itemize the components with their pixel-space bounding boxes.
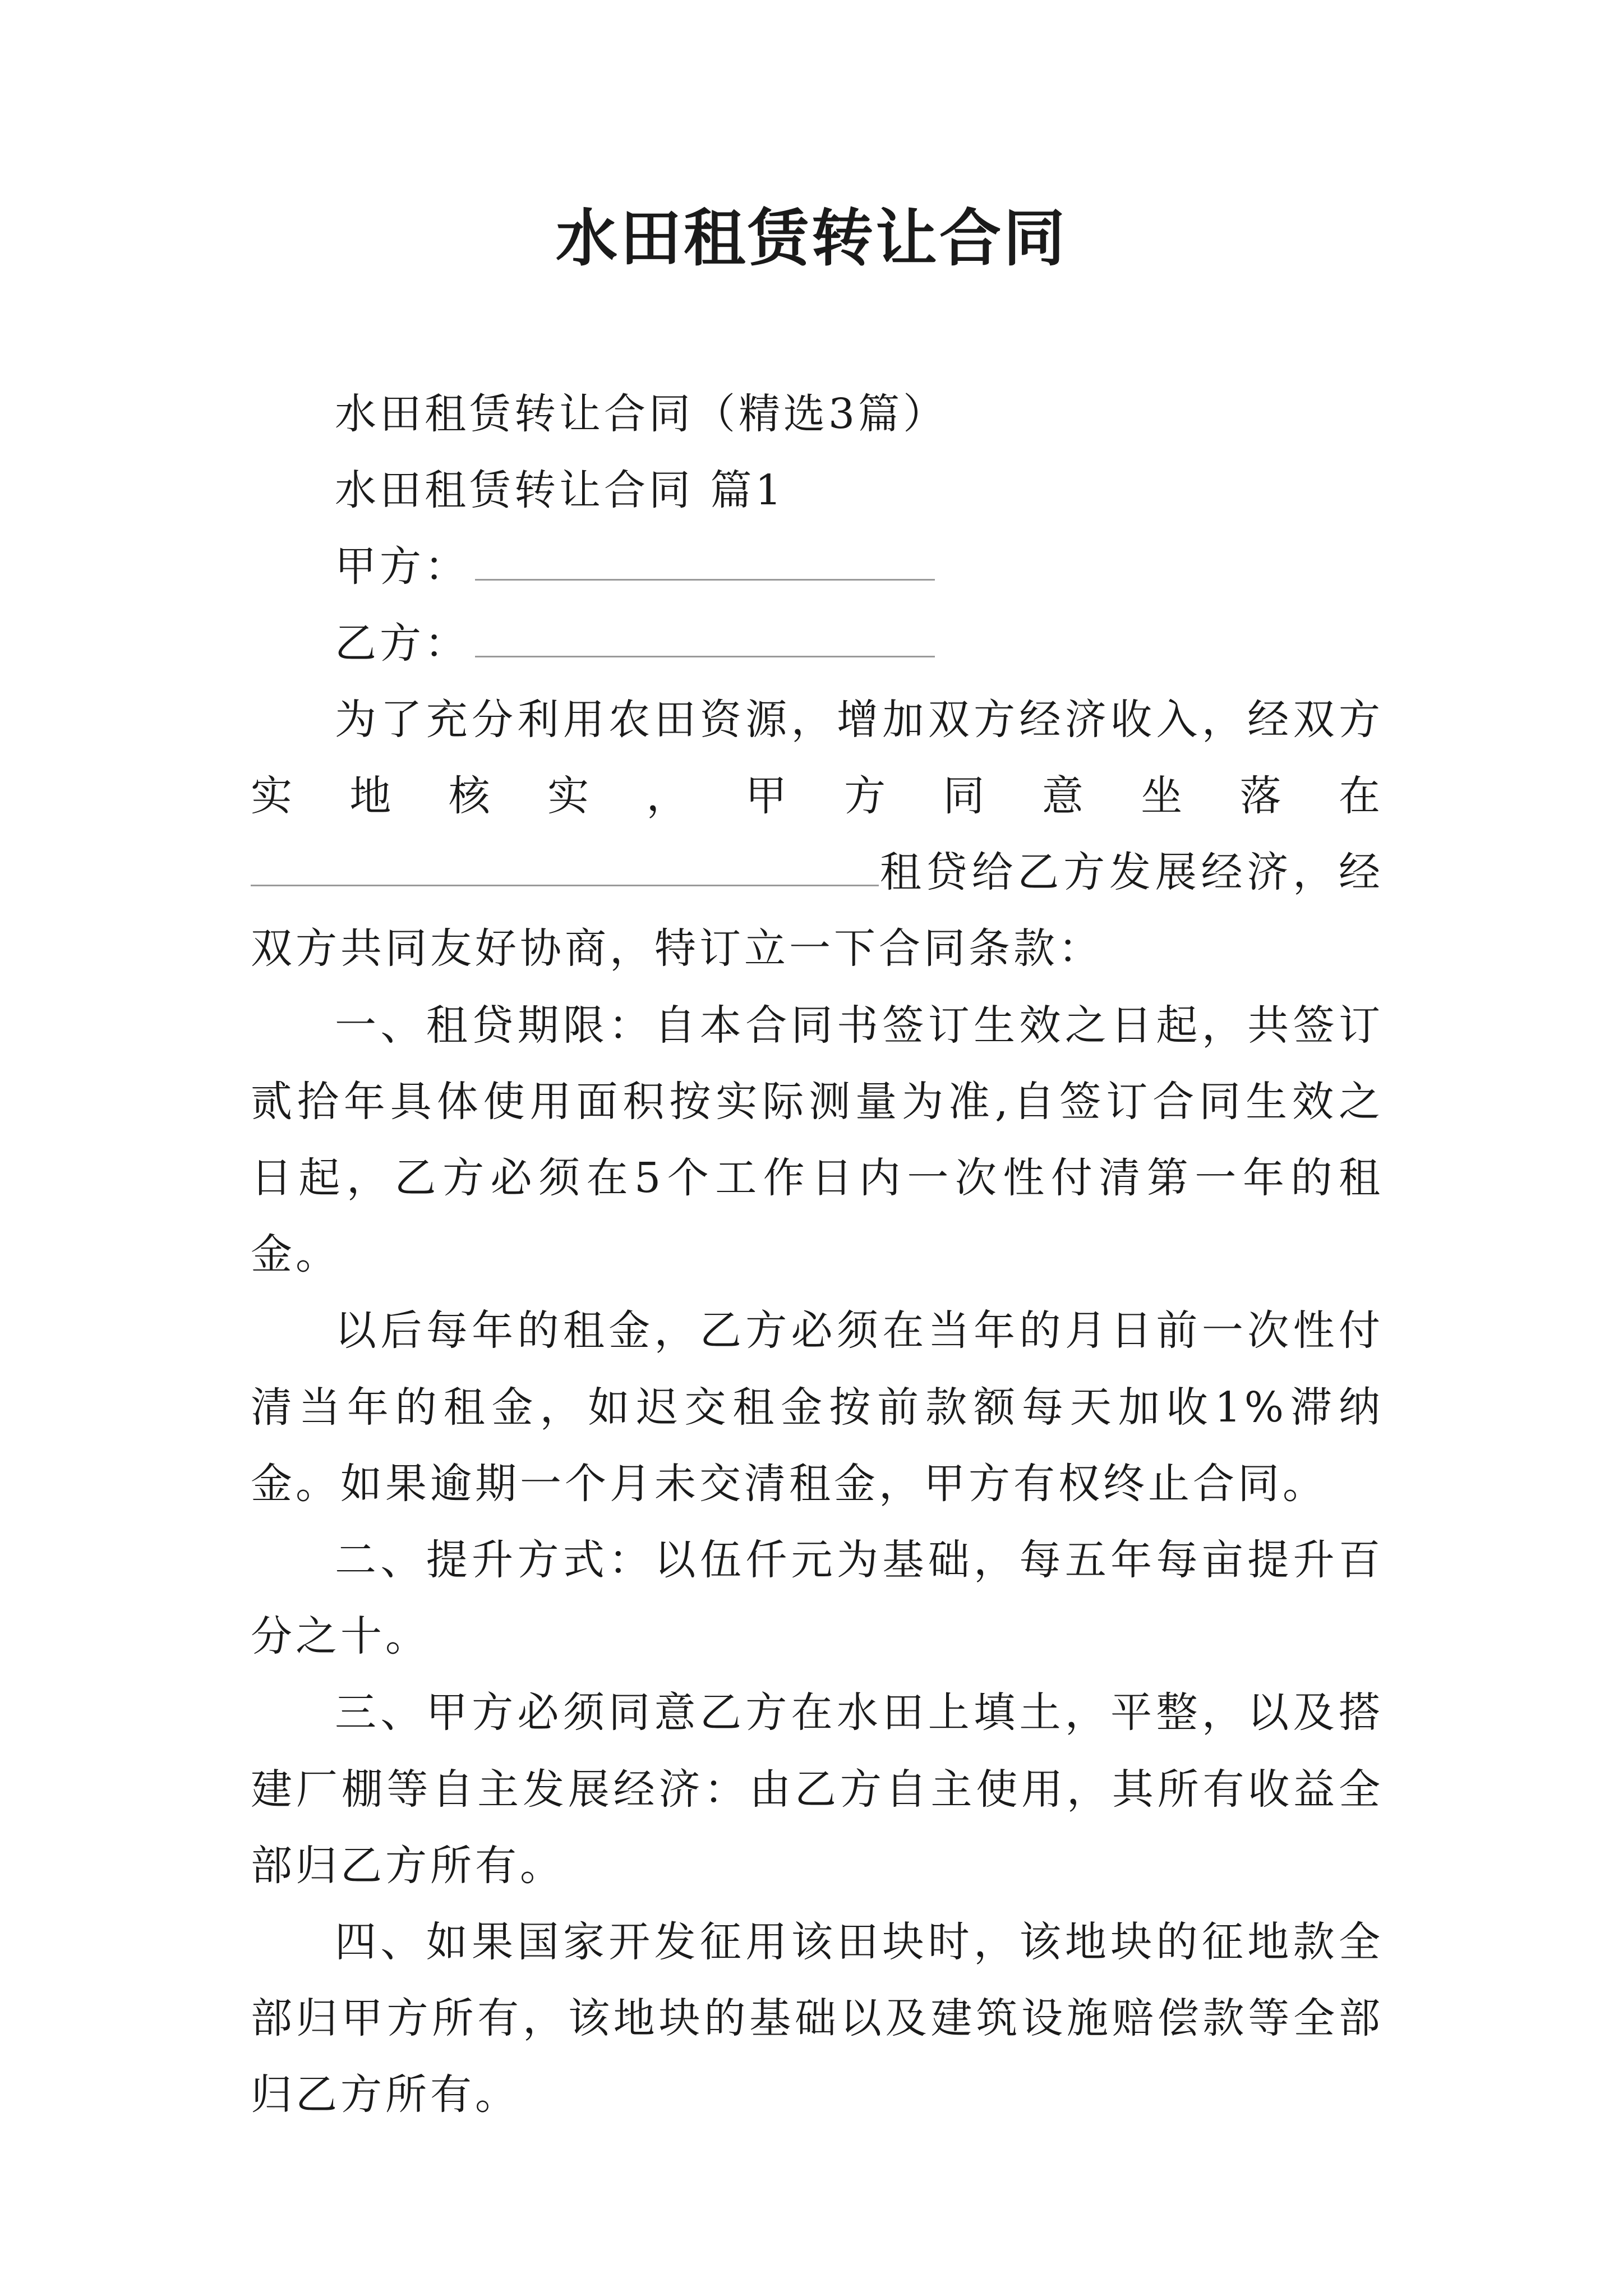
section-heading: 水田租赁转让合同 篇1: [335, 466, 785, 515]
clause-1-continued: 以后每年的租金，乙方必须在当年的月日前一次性付清当年的租金，如迟交租金按前款额每天加收1%滞纳金。如果逾期一个月未交清租金，甲方有权终止合同。: [251, 1306, 1384, 1508]
clause-4: 四、如果国家开发征用该田块时，该地块的征地款全部归甲方所有，该地块的基础以及建筑设施赔偿款等全部归乙方所有。: [251, 1918, 1384, 2119]
party-b-blank: [475, 610, 935, 657]
document-subtitle: 水田租赁转让合同（精选3篇）: [335, 390, 948, 438]
intro-text-cont: 租贷给乙方发展经济，经双方共同友好协商，特订立一下合同条款：: [251, 848, 1384, 973]
party-b-label: 乙方：: [335, 619, 469, 668]
document-body: [251, 376, 1384, 2133]
intro-text: 为了充分利用农田资源，增加双方经济收入，经双方实地核实，甲方同意坐落在: [251, 695, 1384, 821]
document-title: 水田租赁转让合同: [556, 202, 1067, 274]
intro-paragraph: [251, 682, 1384, 987]
clause-1: 一、租贷期限：自本合同书签订生效之日起，共签订贰拾年具体使用面积按实际测量为准,自签订合同生效之日起，乙方必须在5个工作日内一次性付清第一年的租金。: [251, 1001, 1384, 1279]
party-b-line: [251, 605, 1384, 682]
party-a-label: 甲方：: [335, 542, 469, 591]
location-blank: [251, 839, 879, 886]
clause-3: 三、甲方必须同意乙方在水田上填土，平整，以及搭建厂棚等自主发展经济：由乙方自主使用，其所有收益全部归乙方所有。: [251, 1688, 1384, 1890]
party-a-line: [251, 528, 1384, 605]
clause-2: 二、提升方式：以伍仟元为基础，每五年每亩提升百分之十。: [251, 1536, 1384, 1661]
party-a-blank: [475, 533, 935, 581]
